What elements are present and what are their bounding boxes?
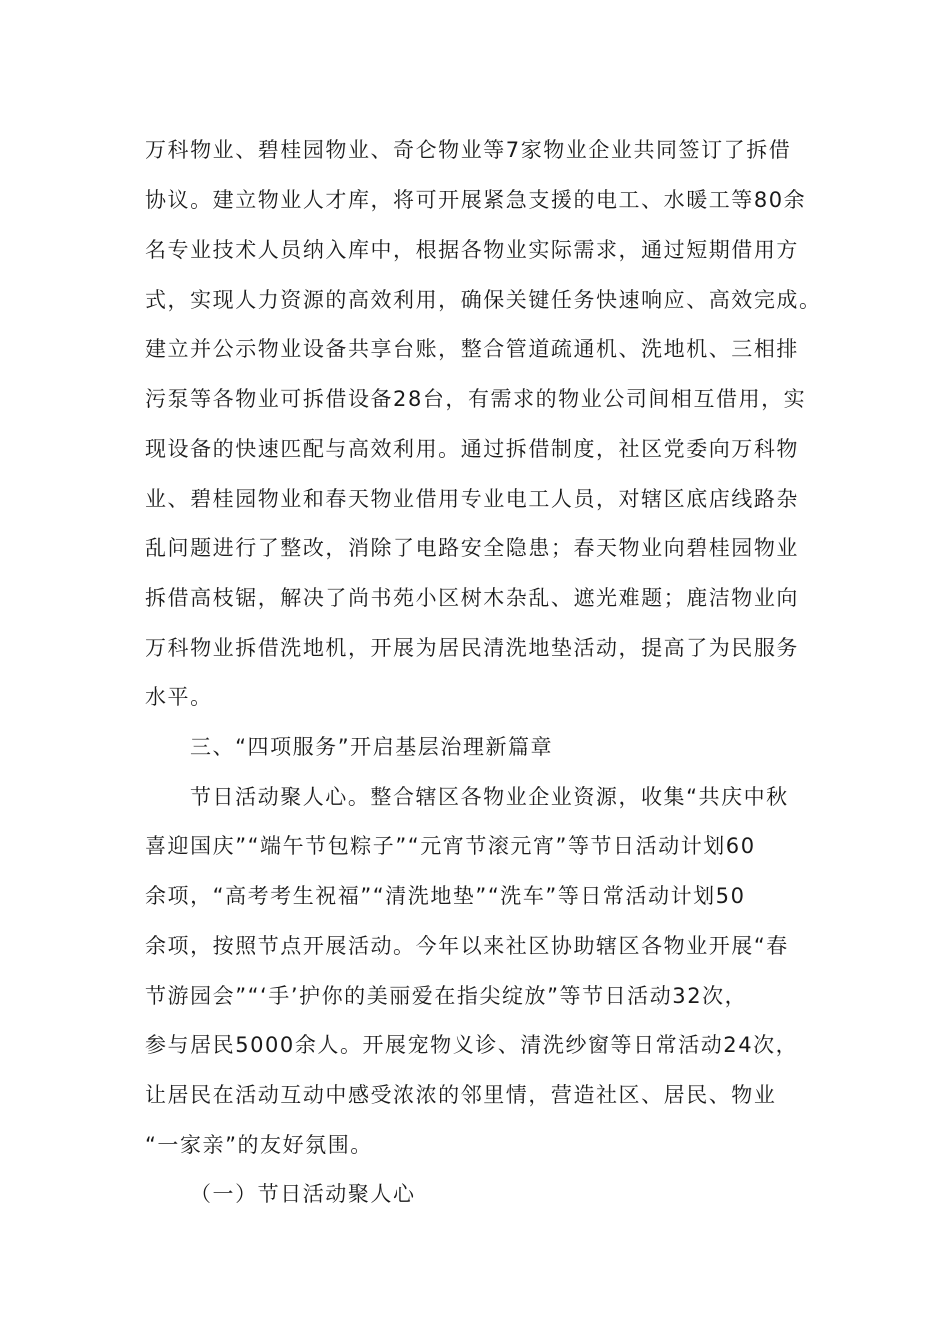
section-heading: 三、“四项服务”开启基层治理新篇章 — [190, 735, 554, 759]
subsection-heading: （一）节日活动聚人心 — [190, 1182, 416, 1206]
body-text-line: 参与居民5000余人。开展宠物义诊、清洗纱窗等日常活动24次， — [145, 1033, 799, 1057]
body-text-line: 余项，“高考考生祝福”“清洗地垫”“洗车”等日常活动计划50 — [145, 884, 746, 908]
body-text-line: 乱问题进行了整改，消除了电路安全隐患；春天物业向碧桂园物业 — [145, 536, 799, 560]
body-text-line: 让居民在活动互动中感受浓浓的邻里情，营造社区、居民、物业 — [145, 1083, 777, 1107]
body-text-line: 业、碧桂园物业和春天物业借用专业电工人员，对辖区底店线路杂 — [145, 487, 799, 511]
body-text-line: 拆借高枝锯，解决了尚书苑小区树木杂乱、遮光难题；鹿洁物业向 — [145, 586, 799, 610]
body-text-line: 余项，按照节点开展活动。今年以来社区协助辖区各物业开展“春 — [145, 934, 789, 958]
body-text-line: 式，实现人力资源的高效利用，确保关键任务快速响应、高效完成。 — [145, 288, 822, 312]
body-text-line: 万科物业拆借洗地机，开展为居民清洗地垫活动，提高了为民服务 — [145, 636, 799, 660]
body-text-line: 节日活动聚人心。整合辖区各物业企业资源，收集“共庆中秋 — [190, 785, 789, 809]
body-text-line: 万科物业、碧桂园物业、奇仑物业等7家物业企业共同签订了拆借 — [145, 138, 792, 162]
body-text-line: 建立并公示物业设备共享台账，整合管道疏通机、洗地机、三相排 — [145, 337, 799, 361]
body-text-line: 节游园会”“‘手’护你的美丽爱在指尖绽放”等节日活动32次， — [145, 984, 748, 1008]
body-text-line: 名专业技术人员纳入库中，根据各物业实际需求，通过短期借用方 — [145, 238, 799, 262]
body-text-line: 污泵等各物业可拆借设备28台，有需求的物业公司间相互借用，实 — [145, 387, 807, 411]
body-text-line: 水平。 — [145, 685, 213, 709]
body-text-line: 现设备的快速匹配与高效利用。通过拆借制度，社区党委向万科物 — [145, 437, 799, 461]
body-text-line: 协议。建立物业人才库，将可开展紧急支援的电工、水暖工等80余 — [145, 188, 807, 212]
body-text-line: “一家亲”的友好氛围。 — [145, 1133, 373, 1157]
body-text-line: 喜迎国庆”“端午节包粽子”“元宵节滚元宵”等节日活动计划60 — [145, 834, 756, 858]
